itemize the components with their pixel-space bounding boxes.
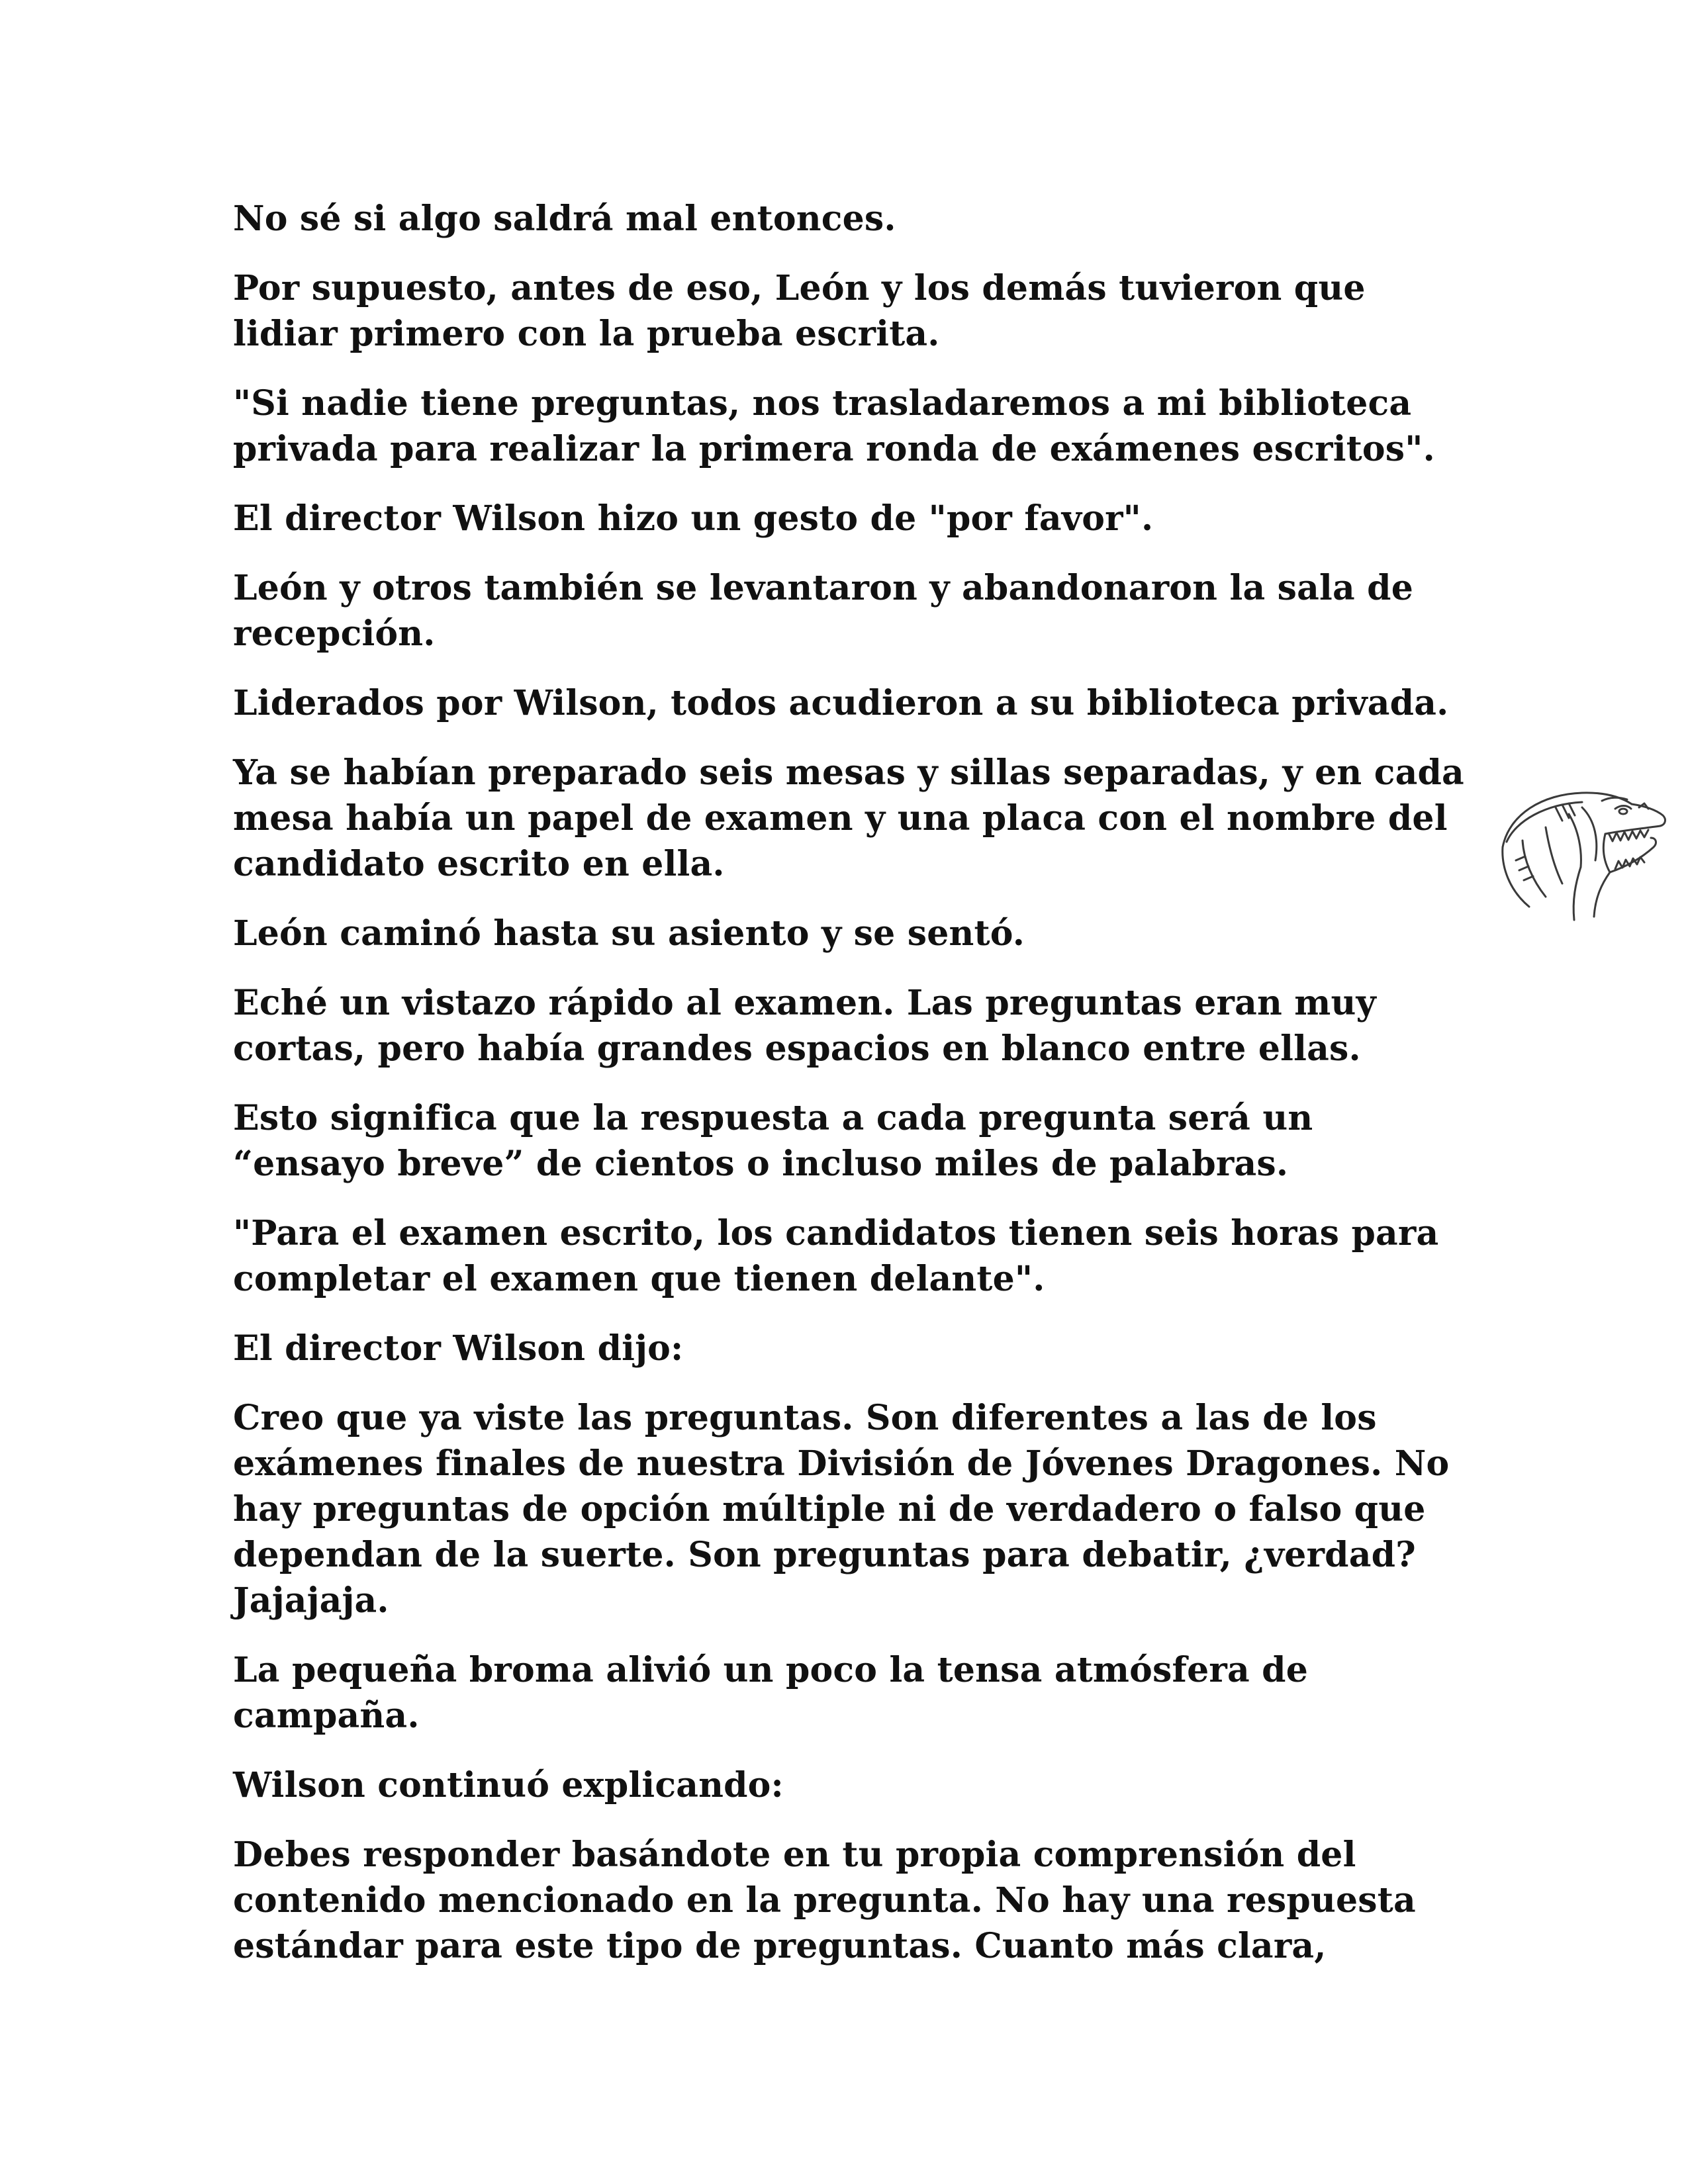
text-line: Debes responder basándote en tu propia comprensión del [233, 1835, 1356, 1875]
document-body [233, 196, 1491, 1993]
paragraph [233, 1210, 1491, 1302]
text-line: Jajajaja. [233, 1580, 389, 1621]
paragraph [233, 381, 1491, 472]
text-line: campaña. [233, 1696, 420, 1736]
text-line: candidato escrito en ella. [233, 844, 725, 884]
text-line: Wilson continuó explicando: [233, 1765, 784, 1805]
text-line: “ensayo breve” de cientos o incluso miles de palabras. [233, 1144, 1289, 1184]
paragraph [233, 1095, 1491, 1187]
text-line: Esto significa que la respuesta a cada pregunta será un [233, 1098, 1313, 1138]
paragraph [233, 496, 1491, 541]
text-line: cortas, pero había grandes espacios en blanco entre ellas. [233, 1028, 1361, 1069]
text-line: exámenes finales de nuestra División de Jóvenes Dragones. No [233, 1443, 1450, 1484]
paragraph [233, 680, 1491, 726]
paragraph [233, 750, 1491, 887]
paragraph [233, 1647, 1491, 1739]
text-line: "Para el examen escrito, los candidatos tienen seis horas para [233, 1213, 1439, 1253]
text-line: León caminó hasta su asiento y se sentó. [233, 913, 1025, 954]
text-line: estándar para este tipo de preguntas. Cuanto más clara, [233, 1926, 1327, 1966]
text-line: "Si nadie tiene preguntas, nos trasladaremos a mi biblioteca [233, 383, 1412, 424]
paragraph [233, 265, 1491, 357]
text-line: mesa había un papel de examen y una placa con el nombre del [233, 798, 1448, 839]
text-line: No sé si algo saldrá mal entonces. [233, 199, 896, 239]
paragraph [233, 1762, 1491, 1808]
text-line: completar el examen que tienen delante". [233, 1259, 1045, 1299]
dinosaur-sketch-icon [1483, 768, 1681, 927]
paragraph [233, 911, 1491, 956]
text-line: dependan de la suerte. Son preguntas para debatir, ¿verdad? [233, 1535, 1416, 1575]
text-line: recepción. [233, 614, 436, 654]
text-line: Ya se habían preparado seis mesas y sillas separadas, y en cada [233, 752, 1464, 793]
text-line: contenido mencionado en la pregunta. No hay una respuesta [233, 1880, 1416, 1921]
text-line: León y otros también se levantaron y abandonaron la sala de [233, 568, 1413, 608]
text-line: El director Wilson dijo: [233, 1328, 684, 1369]
paragraph [233, 1326, 1491, 1371]
paragraph [233, 196, 1491, 242]
paragraph [233, 565, 1491, 657]
text-line: El director Wilson hizo un gesto de "por favor". [233, 498, 1154, 539]
text-line: Liderados por Wilson, todos acudieron a su biblioteca privada. [233, 683, 1449, 723]
text-line: Eché un vistazo rápido al examen. Las preguntas eran muy [233, 983, 1376, 1023]
paragraph [233, 1395, 1491, 1623]
text-line: hay preguntas de opción múltiple ni de verdadero o falso que [233, 1489, 1426, 1529]
text-line: La pequeña broma alivió un poco la tensa atmósfera de [233, 1650, 1308, 1690]
paragraph [233, 980, 1491, 1071]
text-line: Por supuesto, antes de eso, León y los demás tuvieron que [233, 268, 1366, 308]
text-line: privada para realizar la primera ronda de exámenes escritos". [233, 429, 1435, 469]
text-line: Creo que ya viste las preguntas. Son diferentes a las de los [233, 1398, 1377, 1438]
text-line: lidiar primero con la prueba escrita. [233, 314, 940, 354]
paragraph [233, 1832, 1491, 1969]
